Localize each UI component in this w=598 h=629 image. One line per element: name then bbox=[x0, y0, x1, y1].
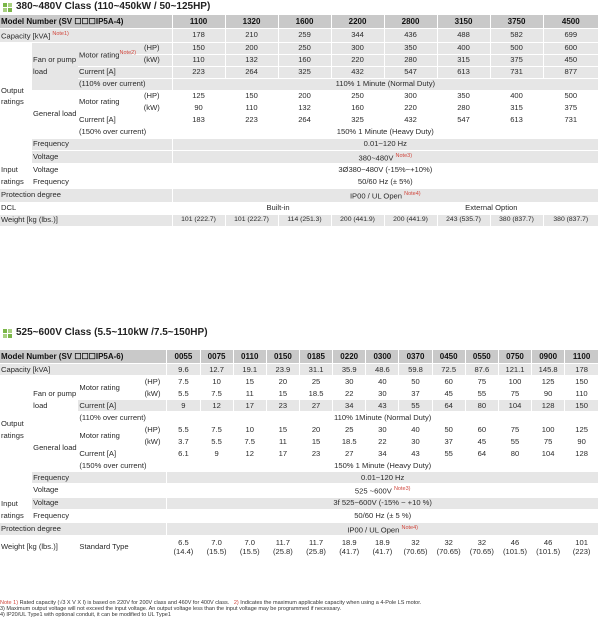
table-cell: 17 bbox=[233, 400, 266, 412]
table-cell: 30 bbox=[366, 424, 399, 436]
table-cell: 125 bbox=[565, 424, 598, 436]
table-cell: 210 bbox=[225, 29, 278, 43]
table-row bbox=[0, 364, 598, 376]
capacity-label: Capacity [kVA] $^{Note1)}$ bbox=[0, 29, 172, 43]
table-row bbox=[0, 412, 598, 424]
table-cell: Frequency bbox=[32, 176, 172, 189]
table-cell: 877 bbox=[543, 66, 598, 78]
table-cell: 18.5 bbox=[333, 436, 366, 448]
table-cell: 178 bbox=[565, 364, 598, 376]
table-cell: 3f 525~600V (-15% ~ +10 %) bbox=[167, 497, 598, 510]
table-cell: 7.0 (15.5) bbox=[200, 536, 233, 559]
table-cell: 613 bbox=[490, 114, 543, 126]
table-cell: 110 bbox=[565, 388, 598, 400]
table-cell: 488 bbox=[437, 29, 490, 43]
footnotes bbox=[0, 600, 598, 618]
table-cell: 11.7 (25.8) bbox=[266, 536, 299, 559]
table-row bbox=[0, 472, 598, 484]
model-number-label: Model Number (SV ☐☐☐IP5A-6) bbox=[0, 350, 167, 364]
table-cell: 300 bbox=[384, 90, 437, 102]
table-cell: 315 bbox=[490, 102, 543, 114]
table-cell: Frequency bbox=[32, 472, 167, 484]
table-cell: 64 bbox=[432, 400, 465, 412]
table-cell: Current [A] bbox=[78, 66, 172, 78]
table-cell: 100 bbox=[498, 376, 531, 388]
table-cell: (110% over current) bbox=[78, 412, 166, 424]
model-cell: 4500 bbox=[543, 15, 598, 29]
table-row bbox=[0, 460, 598, 472]
table-cell: 0.01~120 Hz bbox=[167, 472, 598, 484]
table-cell: Weight [kg (lbs.)] bbox=[0, 214, 172, 226]
table-row bbox=[0, 522, 598, 536]
table-cell: 15 bbox=[266, 388, 299, 400]
table-row bbox=[0, 400, 598, 412]
table-cell: 20 bbox=[266, 376, 299, 388]
table-row bbox=[0, 138, 598, 150]
table-cell: IP00 / UL Open $^{Note4)}$ bbox=[172, 189, 598, 203]
table-cell: (110% over current) bbox=[78, 78, 172, 90]
table-cell: 0450 bbox=[432, 350, 465, 364]
table-cell: 3.7 bbox=[167, 436, 200, 448]
table-cell: Weight [kg (lbs.)] bbox=[0, 536, 78, 559]
table-cell: (kW) bbox=[132, 54, 172, 66]
footnote-4: 4) IP20/UL Type1 with optional conduit, it can be modified to UL Type1 bbox=[0, 612, 171, 618]
table-cell: IP00 / UL Open $^{Note4)}$ bbox=[167, 522, 598, 536]
table-cell: 46 (101.5) bbox=[532, 536, 565, 559]
table-cell: 150 bbox=[172, 42, 225, 54]
table-cell: 35.9 bbox=[333, 364, 366, 376]
table-cell: 110 bbox=[172, 54, 225, 66]
table-cell: 250 bbox=[278, 42, 331, 54]
table-cell: 25 bbox=[333, 424, 366, 436]
table-cell: 72.5 bbox=[432, 364, 465, 376]
table-cell: 280 bbox=[384, 54, 437, 66]
table-cell: 380~480V $^{Note3)}$ bbox=[172, 150, 598, 164]
table-cell: 0550 bbox=[465, 350, 498, 364]
table-row bbox=[0, 510, 598, 523]
table-cell: 110% 1Minute (Normal Duty) bbox=[167, 412, 598, 424]
table-cell: 11 bbox=[233, 388, 266, 400]
table-cell: 200 (441.9) bbox=[384, 214, 437, 226]
table-cell: Motor rating bbox=[78, 424, 138, 448]
table-cell: 7.5 bbox=[167, 376, 200, 388]
table-cell: 200 bbox=[225, 42, 278, 54]
table-cell: 7.5 bbox=[200, 388, 233, 400]
table-cell: Voltage bbox=[32, 497, 167, 510]
table-cell: 18.9 (41.7) bbox=[333, 536, 366, 559]
table-cell: 160 bbox=[278, 54, 331, 66]
table-cell: 101 (223) bbox=[565, 536, 598, 559]
table-cell: 613 bbox=[437, 66, 490, 78]
table-cell: 55 bbox=[399, 400, 432, 412]
table-cell: 25 bbox=[299, 376, 332, 388]
table-cell: 436 bbox=[384, 29, 437, 43]
table-cell: 132 bbox=[225, 54, 278, 66]
table-cell: 731 bbox=[543, 114, 598, 126]
table-cell: 500 bbox=[543, 90, 598, 102]
table-cell: 80 bbox=[498, 448, 531, 460]
table-cell: Motor rating bbox=[78, 376, 138, 400]
table-cell: 125 bbox=[172, 90, 225, 102]
table-cell: 17 bbox=[266, 448, 299, 460]
table-cell: 150 bbox=[225, 90, 278, 102]
table-cell: Protection degree bbox=[0, 189, 172, 203]
table-cell: Fan or pump load bbox=[32, 376, 78, 424]
table-cell: 375 bbox=[543, 102, 598, 114]
table-cell: 100 bbox=[532, 424, 565, 436]
table-cell: 9 bbox=[167, 400, 200, 412]
table-cell: 50 bbox=[399, 376, 432, 388]
table-cell: External Option bbox=[384, 202, 598, 214]
table-cell: 34 bbox=[333, 400, 366, 412]
table-cell: (HP) bbox=[139, 424, 167, 436]
table-cell: 5.5 bbox=[167, 388, 200, 400]
table-cell: 223 bbox=[172, 66, 225, 78]
table-cell: 400 bbox=[490, 90, 543, 102]
table-cell: Voltage bbox=[32, 150, 172, 164]
table-cell: Frequency bbox=[32, 510, 167, 523]
table-cell: 50/60 Hz (± 5%) bbox=[172, 176, 598, 189]
table-cell: 0750 bbox=[498, 350, 531, 364]
table-row bbox=[0, 126, 598, 138]
table-cell: Voltage bbox=[32, 164, 172, 177]
table-cell bbox=[0, 484, 32, 498]
spec-table-600v bbox=[0, 350, 598, 559]
table-cell: 50 bbox=[432, 424, 465, 436]
table-row bbox=[0, 176, 598, 189]
table-cell: 220 bbox=[384, 102, 437, 114]
table-cell: 150% 1 Minute (Heavy Duty) bbox=[167, 460, 598, 472]
table-cell: 64 bbox=[465, 448, 498, 460]
table-cell: Current [A] bbox=[78, 400, 166, 412]
table-cell: 87.6 bbox=[465, 364, 498, 376]
table-cell: Standard Type bbox=[78, 536, 166, 559]
table-cell: 5.5 bbox=[167, 424, 200, 436]
table-cell: 600 bbox=[543, 42, 598, 54]
table-cell: 12.7 bbox=[200, 364, 233, 376]
table-cell: 1100 bbox=[565, 350, 598, 364]
table-cell: 121.1 bbox=[498, 364, 531, 376]
table-cell: 325 bbox=[278, 66, 331, 78]
table-cell: 0300 bbox=[366, 350, 399, 364]
table-cell: 15 bbox=[233, 376, 266, 388]
table-cell: 200 bbox=[278, 90, 331, 102]
bullet-icon bbox=[3, 3, 12, 12]
table-cell: 150 bbox=[565, 400, 598, 412]
table-cell: 223 bbox=[225, 114, 278, 126]
table-cell: 432 bbox=[384, 114, 437, 126]
footnote-3: 3) Maximum output voltage will not exceed the input voltage. An output voltage less than the input voltage may be programmed if necessary. bbox=[0, 606, 342, 612]
table-cell: 132 bbox=[278, 102, 331, 114]
table-cell: 220 bbox=[331, 54, 384, 66]
table-cell: Current [A] bbox=[78, 114, 172, 126]
table-cell: 200 (441.9) bbox=[331, 214, 384, 226]
table-cell: 0150 bbox=[266, 350, 299, 364]
table-cell: 0.01~120 Hz bbox=[172, 138, 598, 150]
table-cell: 55 bbox=[465, 388, 498, 400]
table-row bbox=[0, 376, 598, 388]
table-cell: 110 bbox=[225, 102, 278, 114]
table-cell: 350 bbox=[437, 90, 490, 102]
table-cell: 75 bbox=[498, 388, 531, 400]
general-load-label: General load bbox=[32, 90, 78, 138]
table-cell: (kW) bbox=[139, 388, 167, 400]
table-cell: 9.6 bbox=[167, 364, 200, 376]
table-cell: 48.6 bbox=[366, 364, 399, 376]
table-cell: 104 bbox=[498, 400, 531, 412]
table-cell: Input ratings bbox=[0, 497, 32, 522]
table-cell: 525 ~600V $^{Note3)}$ bbox=[167, 484, 598, 498]
table-row bbox=[0, 90, 598, 102]
table-header-row bbox=[0, 350, 598, 364]
table-cell: 243 (535.7) bbox=[437, 214, 490, 226]
table-cell: 90 bbox=[532, 388, 565, 400]
table-cell: Voltage bbox=[32, 484, 167, 498]
table-cell: 75 bbox=[465, 376, 498, 388]
table-row bbox=[0, 484, 598, 498]
table-cell: 45 bbox=[465, 436, 498, 448]
table-row bbox=[0, 424, 598, 436]
table-cell: 37 bbox=[399, 388, 432, 400]
table-row bbox=[0, 214, 598, 226]
table-cell: 27 bbox=[299, 400, 332, 412]
model-cell: 1100 bbox=[172, 15, 225, 29]
table-row bbox=[0, 114, 598, 126]
table-cell: 18.5 bbox=[299, 388, 332, 400]
table-cell: 250 bbox=[331, 90, 384, 102]
table-cell: 7.5 bbox=[233, 436, 266, 448]
table-row bbox=[0, 448, 598, 460]
output-ratings-label: Output ratings bbox=[0, 42, 32, 150]
table-cell: 104 bbox=[532, 448, 565, 460]
table-cell: 18.9 (41.7) bbox=[366, 536, 399, 559]
table-cell: 150% 1 Minute (Heavy Duty) bbox=[172, 126, 598, 138]
table-row bbox=[0, 150, 598, 164]
table-cell: (HP) bbox=[139, 376, 167, 388]
table-cell: 75 bbox=[532, 436, 565, 448]
table-cell: 5.5 bbox=[200, 436, 233, 448]
table-cell: 90 bbox=[565, 436, 598, 448]
table-cell: 315 bbox=[437, 54, 490, 66]
section-400v-title: 380~480V Class (110~450kW / 50~125HP) bbox=[0, 0, 598, 14]
table-cell: 699 bbox=[543, 29, 598, 43]
table-cell: 264 bbox=[278, 114, 331, 126]
table-cell: (150% over current) bbox=[78, 460, 166, 472]
table-cell: Protection degree bbox=[0, 522, 167, 536]
table-cell: 125 bbox=[532, 376, 565, 388]
fan-load-label: Fan or pump load bbox=[32, 42, 78, 90]
table-cell: 0055 bbox=[167, 350, 200, 364]
table-cell: 7.5 bbox=[200, 424, 233, 436]
table-cell: 12 bbox=[233, 448, 266, 460]
table-cell: 183 bbox=[172, 114, 225, 126]
table-cell: 160 bbox=[331, 102, 384, 114]
table-cell: 23.9 bbox=[266, 364, 299, 376]
table-cell bbox=[0, 150, 32, 164]
table-cell: 101 (222.7) bbox=[225, 214, 278, 226]
table-row bbox=[0, 42, 598, 54]
table-cell: 400 bbox=[437, 42, 490, 54]
table-cell: 60 bbox=[432, 376, 465, 388]
table-cell: 731 bbox=[490, 66, 543, 78]
table-cell: 0110 bbox=[233, 350, 266, 364]
table-cell: 43 bbox=[399, 448, 432, 460]
section-600v-title: 525~600V Class (5.5~110kW /7.5~150HP) bbox=[0, 326, 598, 340]
table-cell: 259 bbox=[278, 29, 331, 43]
footnote-1: Note 1) Rated capacity (√3 X V X I) is based on 220V for 200V class and 460V for 400V class. 2) Indicates the maximum applicable capacity when using a 4-Pole LS motor. bbox=[0, 600, 422, 606]
table-cell: Capacity [kVA] bbox=[0, 364, 167, 376]
table-cell: 75 bbox=[498, 424, 531, 436]
table-cell: 6.1 bbox=[167, 448, 200, 460]
table-cell: 20 bbox=[299, 424, 332, 436]
table-cell: 27 bbox=[333, 448, 366, 460]
table-cell: 9 bbox=[200, 448, 233, 460]
table-cell: 10 bbox=[233, 424, 266, 436]
table-cell: 432 bbox=[331, 66, 384, 78]
model-cell: 1320 bbox=[225, 15, 278, 29]
table-cell: 11.7 (25.8) bbox=[299, 536, 332, 559]
table-cell: 178 bbox=[172, 29, 225, 43]
table-cell: 32 (70.65) bbox=[432, 536, 465, 559]
table-cell: 22 bbox=[366, 436, 399, 448]
table-cell: 547 bbox=[384, 66, 437, 78]
table-row bbox=[0, 536, 598, 559]
section-600v bbox=[0, 326, 598, 559]
table-row bbox=[0, 66, 598, 78]
table-cell: 264 bbox=[225, 66, 278, 78]
table-cell: (kW) bbox=[139, 436, 167, 448]
table-cell: (kW) bbox=[132, 102, 172, 114]
table-cell: 110% 1 Minute (Normal Duty) bbox=[172, 78, 598, 90]
table-cell: 30 bbox=[399, 436, 432, 448]
table-cell: 350 bbox=[384, 42, 437, 54]
table-cell: 150 bbox=[565, 376, 598, 388]
table-cell: (HP) bbox=[132, 42, 172, 54]
table-cell: 60 bbox=[465, 424, 498, 436]
table-cell: General load bbox=[32, 424, 78, 472]
table-cell: 12 bbox=[200, 400, 233, 412]
table-cell: 32 (70.65) bbox=[465, 536, 498, 559]
table-cell: 55 bbox=[432, 448, 465, 460]
table-cell: 582 bbox=[490, 29, 543, 43]
model-number-label: Model Number (SV ☐☐☐IP5A-4) bbox=[0, 15, 172, 29]
model-cell: 2200 bbox=[331, 15, 384, 29]
table-cell: 30 bbox=[333, 376, 366, 388]
table-cell: 43 bbox=[366, 400, 399, 412]
table-cell: 0900 bbox=[532, 350, 565, 364]
model-cell: 1600 bbox=[278, 15, 331, 29]
table-row bbox=[0, 29, 598, 43]
table-cell: 23 bbox=[266, 400, 299, 412]
model-cell: 2800 bbox=[384, 15, 437, 29]
table-cell: 0185 bbox=[299, 350, 332, 364]
table-cell: 450 bbox=[543, 54, 598, 66]
table-row bbox=[0, 189, 598, 203]
table-cell: 37 bbox=[432, 436, 465, 448]
table-cell: 90 bbox=[172, 102, 225, 114]
table-cell: Output ratings bbox=[0, 376, 32, 484]
table-header-row bbox=[0, 15, 598, 29]
table-cell: Input ratings bbox=[0, 164, 32, 189]
spec-table-400v bbox=[0, 15, 598, 227]
table-cell: 40 bbox=[366, 376, 399, 388]
table-cell: 500 bbox=[490, 42, 543, 54]
motor-rating-label: Motor rating$^{Note2)}$ bbox=[78, 42, 132, 66]
table-cell: 80 bbox=[465, 400, 498, 412]
table-cell: 11 bbox=[266, 436, 299, 448]
table-cell: 6.5 (14.4) bbox=[167, 536, 200, 559]
table-cell: 114 (251.3) bbox=[278, 214, 331, 226]
table-cell: 15 bbox=[299, 436, 332, 448]
table-cell: Current [A] bbox=[78, 448, 166, 460]
table-cell: 22 bbox=[333, 388, 366, 400]
table-cell: 128 bbox=[565, 448, 598, 460]
table-cell: 380 (837.7) bbox=[543, 214, 598, 226]
table-cell: 34 bbox=[366, 448, 399, 460]
table-cell: 40 bbox=[399, 424, 432, 436]
table-cell: 23 bbox=[299, 448, 332, 460]
table-cell: 0220 bbox=[333, 350, 366, 364]
table-cell: 380 (837.7) bbox=[490, 214, 543, 226]
table-cell: 0075 bbox=[200, 350, 233, 364]
table-cell: 0370 bbox=[399, 350, 432, 364]
table-cell: 280 bbox=[437, 102, 490, 114]
table-cell: Built-in bbox=[172, 202, 384, 214]
table-cell: 30 bbox=[366, 388, 399, 400]
table-row bbox=[0, 202, 598, 214]
table-cell: 3Ø380~480V (-15%~+10%) bbox=[172, 164, 598, 177]
table-cell: 31.1 bbox=[299, 364, 332, 376]
table-cell: 55 bbox=[498, 436, 531, 448]
table-cell: (150% over current) bbox=[78, 126, 172, 138]
table-row bbox=[0, 164, 598, 177]
table-cell: Frequency bbox=[32, 138, 172, 150]
section-400v bbox=[0, 0, 598, 227]
table-cell: 325 bbox=[331, 114, 384, 126]
table-cell: 19.1 bbox=[233, 364, 266, 376]
table-row bbox=[0, 78, 598, 90]
model-cell: 3750 bbox=[490, 15, 543, 29]
bullet-icon bbox=[3, 329, 12, 338]
table-cell: 300 bbox=[331, 42, 384, 54]
table-cell: 32 (70.65) bbox=[399, 536, 432, 559]
table-cell: 145.8 bbox=[532, 364, 565, 376]
table-cell: (HP) bbox=[132, 90, 172, 102]
table-row bbox=[0, 497, 598, 510]
table-cell: 45 bbox=[432, 388, 465, 400]
table-cell: DCL bbox=[0, 202, 172, 214]
table-cell: 46 (101.5) bbox=[498, 536, 531, 559]
table-cell: 10 bbox=[200, 376, 233, 388]
table-cell: 50/60 Hz (± 5 %) bbox=[167, 510, 598, 523]
table-cell: 547 bbox=[437, 114, 490, 126]
table-cell: 375 bbox=[490, 54, 543, 66]
table-cell: 128 bbox=[532, 400, 565, 412]
model-cell: 3150 bbox=[437, 15, 490, 29]
table-cell: 15 bbox=[266, 424, 299, 436]
table-cell: Motor rating bbox=[78, 90, 132, 114]
table-cell: 59.8 bbox=[399, 364, 432, 376]
table-cell: 7.0 (15.5) bbox=[233, 536, 266, 559]
table-cell: 101 (222.7) bbox=[172, 214, 225, 226]
table-cell: 344 bbox=[331, 29, 384, 43]
